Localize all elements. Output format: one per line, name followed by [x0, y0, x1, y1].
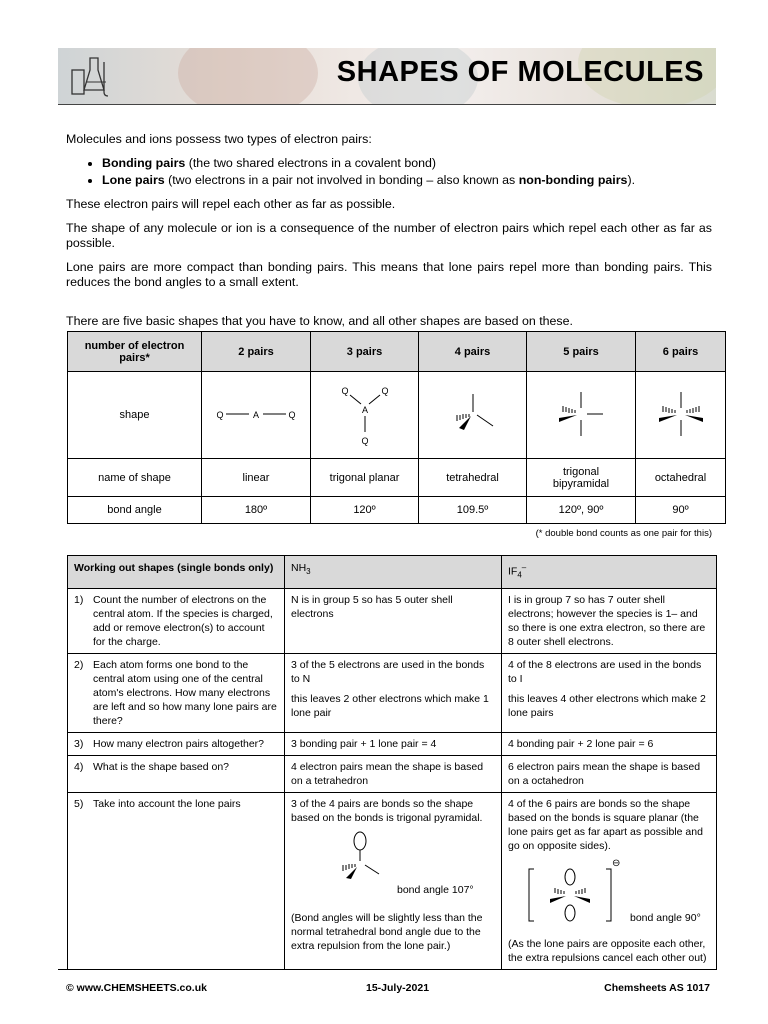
- shape-cell: [527, 372, 636, 459]
- table-row: [68, 556, 717, 589]
- table-row: [68, 372, 726, 459]
- nh3-cell: 3 of the 5 electrons are used in the bonds to N this leaves 2 other electrons which make 1 lone pair: [285, 653, 502, 732]
- if4-cell: 4 of the 6 pairs are bonds so the shape based on the bonds is square planar (the lone pairs get as far apart as possible and go on opposite sides). ⊖ bond angle 90° (As the lone pairs are opposite each other, the extra repulsions cancel each other out): [502, 792, 717, 969]
- column-header: $NH_3$: [285, 556, 502, 589]
- table-row: [68, 792, 717, 969]
- charge-symbol: ⊖: [612, 857, 621, 869]
- nh3-cell: 4 electron pairs mean the shape is based on a tetrahedron: [285, 755, 502, 792]
- if4-cell: 4 bonding pair + 2 lone pair = 6: [502, 732, 717, 755]
- intro-paragraph: These electron pairs will repel each other as far as possible.: [66, 197, 396, 211]
- footer-date: 15-July-2021: [366, 982, 430, 994]
- footer-reference: Chemsheets AS 1017: [604, 982, 710, 994]
- page-title: SHAPES OF MOLECULES: [336, 56, 704, 88]
- shape-cell: [636, 372, 726, 459]
- row-label: name of shape: [68, 459, 202, 497]
- bond-angle: 120º: [311, 497, 419, 524]
- column-header: 3 pairs: [311, 332, 419, 372]
- if4-diagram: [508, 859, 710, 937]
- step-cell: 4) What is the shape based on?: [68, 755, 285, 792]
- bond-angle: 180º: [202, 497, 311, 524]
- step-cell: 1) Count the number of electrons on the central atom. If the species is charged, add or remove electron(s) to account for the charge.: [68, 588, 285, 653]
- intro-paragraph: There are five basic shapes that you have to know, and all other shapes are based on these.: [66, 314, 573, 328]
- shapes-table: [67, 331, 726, 524]
- column-header: $IF_4^-$: [502, 556, 717, 589]
- bond-angle-label: bond angle 90°: [630, 911, 701, 924]
- table-corner-header: number of electron pairs*: [68, 332, 202, 372]
- working-out-table: [67, 555, 717, 970]
- octahedral-shape-diagram: [641, 384, 721, 444]
- svg-text:Q: Q: [216, 409, 224, 420]
- table-row: [68, 732, 717, 755]
- svg-text:Q: Q: [380, 385, 389, 396]
- footnote: (* double bond counts as one pair for this): [535, 528, 712, 539]
- intro-paragraph: Molecules and ions possess two types of electron pairs:: [66, 132, 372, 146]
- svg-text:Q: Q: [340, 385, 349, 396]
- banner-decoration: [178, 48, 318, 105]
- shape-name: tetrahedral: [419, 459, 527, 497]
- nh3-cell: 3 of the 4 pairs are bonds so the shape based on the bonds is trigonal pyramidal. bond angle 107° (Bond angles will be slightly less than the normal tetrahedral bond angle due to the extra repulsion from the lone pair.): [285, 792, 502, 969]
- column-header: 6 pairs: [636, 332, 726, 372]
- shape-cell: [311, 372, 419, 459]
- square-planar-diagram: [522, 859, 622, 929]
- lab-glassware-icon: [66, 52, 114, 100]
- table-row: [68, 588, 717, 653]
- tetrahedral-shape-diagram: [433, 384, 513, 444]
- footer-website: © www.CHEMSHEETS.co.uk: [66, 982, 207, 994]
- trigonal-pyramidal-diagram: [315, 831, 405, 891]
- shape-name: trigonal bipyramidal: [527, 459, 636, 497]
- intro-section: [66, 132, 712, 338]
- intro-paragraph: The shape of any molecule or ion is a consequence of the number of electron pairs which repel each other as far as possible.: [66, 221, 712, 250]
- nh3-cell: 3 bonding pair + 1 lone pair = 4: [285, 732, 502, 755]
- nh3-cell: N is in group 5 so has 5 outer shell electrons: [285, 588, 502, 653]
- nh3-diagram: [291, 831, 495, 911]
- list-item: • Bonding pairs (the two shared electrons in a covalent bond): [102, 156, 712, 171]
- shape-cell: [202, 372, 311, 459]
- bond-angle: 120º, 90º: [527, 497, 636, 524]
- shape-name: octahedral: [636, 459, 726, 497]
- table-row: [68, 459, 726, 497]
- trigonal-planar-shape-diagram: [325, 378, 405, 450]
- linear-shape-diagram: [206, 399, 306, 429]
- shape-name: trigonal planar: [311, 459, 419, 497]
- if4-cell: 4 of the 8 electrons are used in the bonds to I this leaves 4 other electrons which make 2 lone pairs: [502, 653, 717, 732]
- row-label: bond angle: [68, 497, 202, 524]
- column-header: Working out shapes (single bonds only): [68, 556, 285, 589]
- trigonal-bipyramidal-shape-diagram: [541, 384, 621, 444]
- shape-name: linear: [202, 459, 311, 497]
- column-header: 5 pairs: [527, 332, 636, 372]
- column-header: 2 pairs: [202, 332, 311, 372]
- table-row: [68, 653, 717, 732]
- header-banner: [58, 48, 716, 105]
- row-label: shape: [68, 372, 202, 459]
- table-row: [68, 332, 726, 372]
- svg-text:A: A: [361, 404, 368, 415]
- step-cell: 5) Take into account the lone pairs: [68, 792, 285, 969]
- svg-text:A: A: [252, 409, 260, 420]
- electron-pair-list: [66, 156, 712, 188]
- bond-angle: 90º: [636, 497, 726, 524]
- bond-angle-label: bond angle 107°: [397, 883, 474, 896]
- step-cell: 3) How many electron pairs altogether?: [68, 732, 285, 755]
- svg-text:Q: Q: [360, 435, 369, 446]
- bond-angle: 109.5º: [419, 497, 527, 524]
- footer-divider: [58, 969, 716, 970]
- list-item: • Lone pairs (two electrons in a pair not involved in bonding – also known as non-bonding pairs).: [102, 173, 712, 188]
- column-header: 4 pairs: [419, 332, 527, 372]
- step-cell: 2) Each atom forms one bond to the central atom using one of the central atom's electrons. How many electrons are left and so how many lone pairs are there?: [68, 653, 285, 732]
- if4-cell: 6 electron pairs mean the shape is based on a octahedron: [502, 755, 717, 792]
- intro-paragraph: Lone pairs are more compact than bonding pairs. This means that lone pairs repel more than bonding pairs. This reduces the bond angles to a small extent.: [66, 260, 712, 289]
- if4-cell: I is in group 7 so has 7 outer shell electrons; however the species is 1– and so there is one extra electron, so there are 8 outer shell electrons.: [502, 588, 717, 653]
- svg-text:Q: Q: [288, 409, 296, 420]
- shape-cell: [419, 372, 527, 459]
- table-row: [68, 497, 726, 524]
- table-row: [68, 755, 717, 792]
